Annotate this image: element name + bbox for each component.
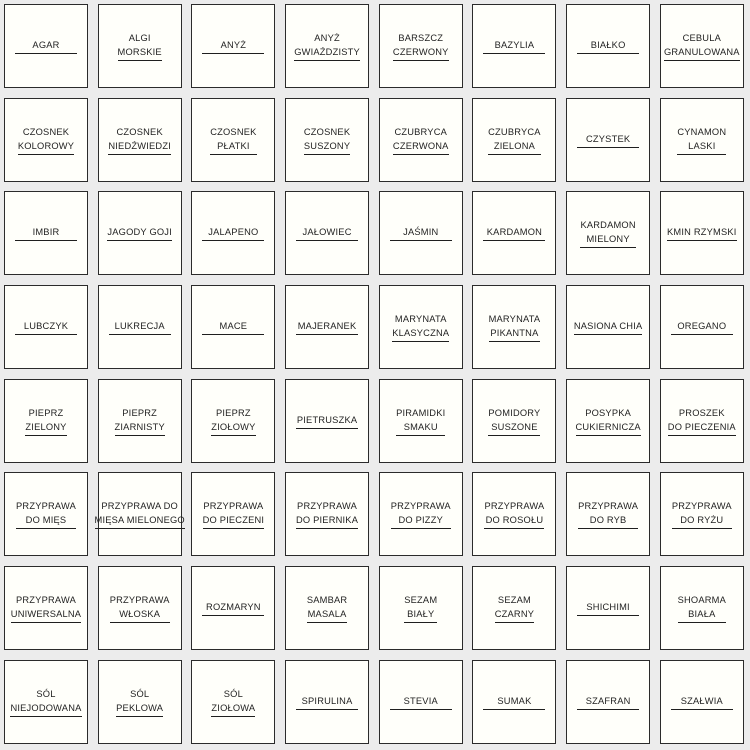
spice-label [191,472,275,556]
spice-label-name [294,31,360,61]
spice-label-name [307,593,347,623]
spice-label-name [25,406,66,436]
spice-label [285,379,369,463]
spice-label [660,566,744,650]
spice-label-line: KLASYCZNA [392,326,449,342]
spice-label-line: PIETRUSZKA [296,413,358,429]
spice-label [4,660,88,744]
spice-label [566,660,650,744]
spice-label-name [489,312,541,342]
spice-label-line: SUMAK [483,694,545,710]
spice-label [472,379,556,463]
spice-label-line: CEBULA [682,33,721,43]
spice-label-line: CUKIERNICZA [576,420,641,436]
spice-label-line: PIKANTNA [489,326,541,342]
spice-label-name [404,593,437,623]
spice-label-line: BIAŁY [404,607,437,623]
spice-label-line: MASALA [307,607,347,623]
spice-label [472,472,556,556]
spice-label [98,379,182,463]
spice-label-name [672,499,732,529]
spice-label-line: DO RYB [578,513,638,529]
spice-label [566,285,650,369]
spice-label-line: CZOSNEK [116,126,163,137]
spice-label-line: IMBIR [15,225,77,241]
spice-label [285,191,369,275]
spice-label [98,4,182,88]
spice-label [191,566,275,650]
spice-label-name [667,225,737,241]
spice-label-name [574,319,643,335]
spice-label-line: PRZYPRAWA [578,501,639,512]
spice-label-line: CZOSNEK [303,126,351,137]
spice-label-line: SÓL [223,688,243,699]
spice-label [379,379,463,463]
spice-label-name [15,225,77,241]
spice-label-line: ZIOŁOWY [211,420,255,436]
spice-label-line: NASIONA CHIA [574,319,643,335]
spice-label [285,4,369,88]
spice-label-line: CZARNY [495,607,534,623]
spice-label-line: MAJERANEK [296,319,358,335]
spice-label-line: CZOSNEK [210,126,257,137]
spice-label-line: PIEPRZ [28,407,64,418]
spice-label-name [391,499,451,529]
spice-label-line: PROSZEK [678,407,725,418]
spice-label-line: SEZAM [404,595,438,606]
spice-label-name [211,406,255,436]
spice-label-name [393,125,449,155]
spice-label-line: DO PIECZENIA [668,420,736,436]
spice-label-line: LUBCZYK [15,319,77,335]
spice-label [566,191,650,275]
spice-label-name [15,38,77,54]
spice-label-name [495,593,534,623]
spice-label-line: ALGI [128,33,151,43]
spice-label-line: CZERWONY [393,45,449,61]
spice-label-line: NIEJODOWANA [10,701,81,717]
spice-label [4,285,88,369]
spice-label [660,660,744,744]
spice-label-line: OREGANO [671,319,733,335]
spice-label-line: SHICHIMI [577,600,639,616]
spice-label-name [576,406,641,436]
spice-label [472,285,556,369]
spice-label-name [110,593,170,623]
spice-label-name [115,406,165,436]
spice-label-line: PIEPRZ [122,407,158,418]
spice-label [4,4,88,88]
spice-label-line: BARSZCZ [398,33,444,43]
spice-label [660,472,744,556]
spice-label [4,472,88,556]
spice-label-name [210,125,256,155]
spice-label-line: MARYNATA [488,314,541,325]
spice-label-line: SZAFRAN [577,694,639,710]
spice-label-line: GWIAŹDZISTY [294,45,360,61]
spice-label-name [116,687,163,717]
spice-label-name [484,499,544,529]
spice-label-name [296,499,358,529]
spice-label-name [11,593,81,623]
spice-label-name [577,600,639,616]
spice-label-line: MIELONY [580,232,635,248]
spice-label-line: JALAPENO [202,225,264,241]
spice-label-line: PRZYPRAWA [671,501,732,512]
spice-label [566,4,650,88]
spice-label-line: PRZYPRAWA [390,501,451,512]
spice-label-line: WŁOSKA [110,607,170,623]
spice-label-line: LUKRECJA [109,319,171,335]
spice-label-name [296,694,358,710]
spice-label-line: BAZYLIA [483,38,545,54]
spice-label-line: MORSKIE [118,45,162,61]
spice-label-name [577,132,639,148]
spice-label-line: SAMBAR [306,595,348,606]
spice-label-name [202,38,264,54]
spice-label-name [678,593,726,623]
spice-label-line: PRZYPRAWA [15,595,76,606]
spice-label-line: PRZYPRAWA DO [101,501,178,512]
spice-label-name [390,225,452,241]
spice-label-name [488,406,540,436]
spice-label-name [118,31,162,61]
spice-label [98,660,182,744]
spice-label-name [107,225,172,241]
spice-label-line: LASKI [677,139,726,155]
spice-label-line: DO ROSOŁU [484,513,544,529]
spice-label [379,472,463,556]
spice-label [285,660,369,744]
spice-label-line: SEZAM [497,595,531,606]
spice-label-line: POSYPKA [585,407,632,418]
spice-label [98,98,182,182]
spice-label-line: ZIELONY [25,420,66,436]
spice-label [4,98,88,182]
spice-label [285,566,369,650]
spice-label-line: BIAŁKO [577,38,639,54]
spice-label-line: PIEPRZ [215,407,251,418]
spice-label-name [483,694,545,710]
spice-label-line: ANYŻ [314,33,340,43]
spice-label-line: STEVIA [390,694,452,710]
spice-label-line: SHOARMA [677,595,727,606]
spice-label [191,191,275,275]
spice-label-line: SUSZONE [488,420,540,436]
spice-label [98,285,182,369]
spice-label [472,191,556,275]
spice-label-line: CZERWONA [393,139,449,155]
spice-label [285,98,369,182]
spice-label-line: NIEDŹWIEDZI [108,139,171,155]
spice-label-name [95,499,185,529]
spice-label [191,379,275,463]
spice-label-name [108,125,171,155]
spice-label-name [483,225,545,241]
spice-label-line: MARYNATA [394,314,447,325]
spice-label-line: PIRAMIDKI [396,407,446,418]
spice-label [285,472,369,556]
spice-label-line: JAŁOWIEC [296,225,358,241]
spice-label-line: PRZYPRAWA [203,501,264,512]
spice-label-name [578,499,638,529]
spice-label-name [211,687,255,717]
spice-label-line: PRZYPRAWA [16,501,76,512]
spice-label [660,4,744,88]
spice-label-line: DO PIERNIKA [296,513,358,529]
spice-label-line: KOLOROWY [18,139,74,155]
spice-label [4,566,88,650]
spice-label-line: JAŚMIN [390,225,452,241]
spice-label-name [488,125,541,155]
spice-label [98,191,182,275]
spice-label-name [677,125,726,155]
spice-label-line: PRZYPRAWA [297,501,358,512]
spice-label-line: ANYŻ [202,38,264,54]
spice-label-line: POMIDORY [488,407,541,418]
spice-label-line: SÓL [130,688,150,699]
spice-label-name [390,694,452,710]
spice-label-name [16,499,76,529]
spice-label [660,98,744,182]
spice-label-line: UNIWERSALNA [11,607,81,623]
spice-label [379,4,463,88]
spice-label-line: KARDAMON [580,220,636,231]
spice-label [472,4,556,88]
spice-label-line: CZUBRYCA [394,126,448,137]
spice-label-line: CZYSTEK [577,132,639,148]
spice-label-name [577,694,639,710]
spice-label [4,191,88,275]
spice-label-line: PRZYPRAWA [484,501,545,512]
spice-label [94,472,185,556]
spice-label [379,191,463,275]
spice-label-name [109,319,171,335]
spice-label-name [577,38,639,54]
spice-label-line: SMAKU [396,420,445,436]
spice-label-line: AGAR [15,38,77,54]
spice-label [191,4,275,88]
spice-label-line: ROZMARYN [202,600,264,616]
spice-label [566,472,650,556]
spice-label-name [18,125,74,155]
spice-label-line: JAGODY GOJI [107,225,172,241]
spice-label-line: SÓL [36,688,56,699]
spice-label-name [393,31,449,61]
spice-label [472,566,556,650]
spice-label-line: ZIOŁOWA [211,701,255,717]
spice-label-name [664,31,740,61]
spice-label-line: PRZYPRAWA [109,595,170,606]
spice-label [379,566,463,650]
spice-label-sheet [4,4,748,748]
spice-label-line: KARDAMON [483,225,545,241]
spice-label [566,379,650,463]
spice-label-line: SPIRULINA [296,694,358,710]
spice-label [4,379,88,463]
spice-label [660,379,744,463]
spice-label-name [296,319,358,335]
spice-label [660,285,744,369]
spice-label-line: CZUBRYCA [488,126,541,137]
spice-label-line: CYNAMON [677,126,727,137]
spice-label [98,566,182,650]
spice-label-name [296,413,358,429]
spice-label-line: ZIARNISTY [115,420,165,436]
spice-label-line: SUSZONY [304,139,350,155]
spice-label [191,660,275,744]
spice-label-name [396,406,445,436]
spice-label-line: DO PIECZENI [203,513,265,529]
spice-label [285,285,369,369]
spice-label-line: MACE [202,319,264,335]
spice-label-name [202,319,264,335]
spice-label [472,98,556,182]
spice-label [566,98,650,182]
spice-label-name [392,312,449,342]
spice-label-line: PŁATKI [210,139,256,155]
spice-label [379,98,463,182]
spice-label-line: SZAŁWIA [671,694,733,710]
spice-label-name [671,319,733,335]
spice-label-line: PEKLOWA [116,701,163,717]
spice-label-name [580,218,635,248]
spice-label-name [483,38,545,54]
spice-label [472,660,556,744]
spice-label [566,566,650,650]
spice-label-line: DO MIĘS [16,513,76,529]
spice-label [660,191,744,275]
spice-label-line: MIĘSA MIELONEGO [95,513,185,529]
spice-label [379,285,463,369]
spice-label-name [202,600,264,616]
spice-label-line: BIAŁA [678,607,726,623]
spice-label-name [202,225,264,241]
spice-label-name [304,125,350,155]
spice-label-line: KMIN RZYMSKI [667,225,737,241]
spice-label-name [15,319,77,335]
spice-label-line: DO PIZZY [391,513,451,529]
spice-label-line: ZIELONA [488,139,541,155]
spice-label-name [296,225,358,241]
spice-label-line: DO RYŻU [672,513,732,529]
spice-label-line: GRANULOWANA [664,45,740,61]
spice-label-name [668,406,736,436]
spice-label-name [671,694,733,710]
spice-label [191,285,275,369]
spice-label [191,98,275,182]
spice-label [379,660,463,744]
spice-label-name [10,687,81,717]
spice-label-line: CZOSNEK [22,126,70,137]
spice-label-name [203,499,265,529]
